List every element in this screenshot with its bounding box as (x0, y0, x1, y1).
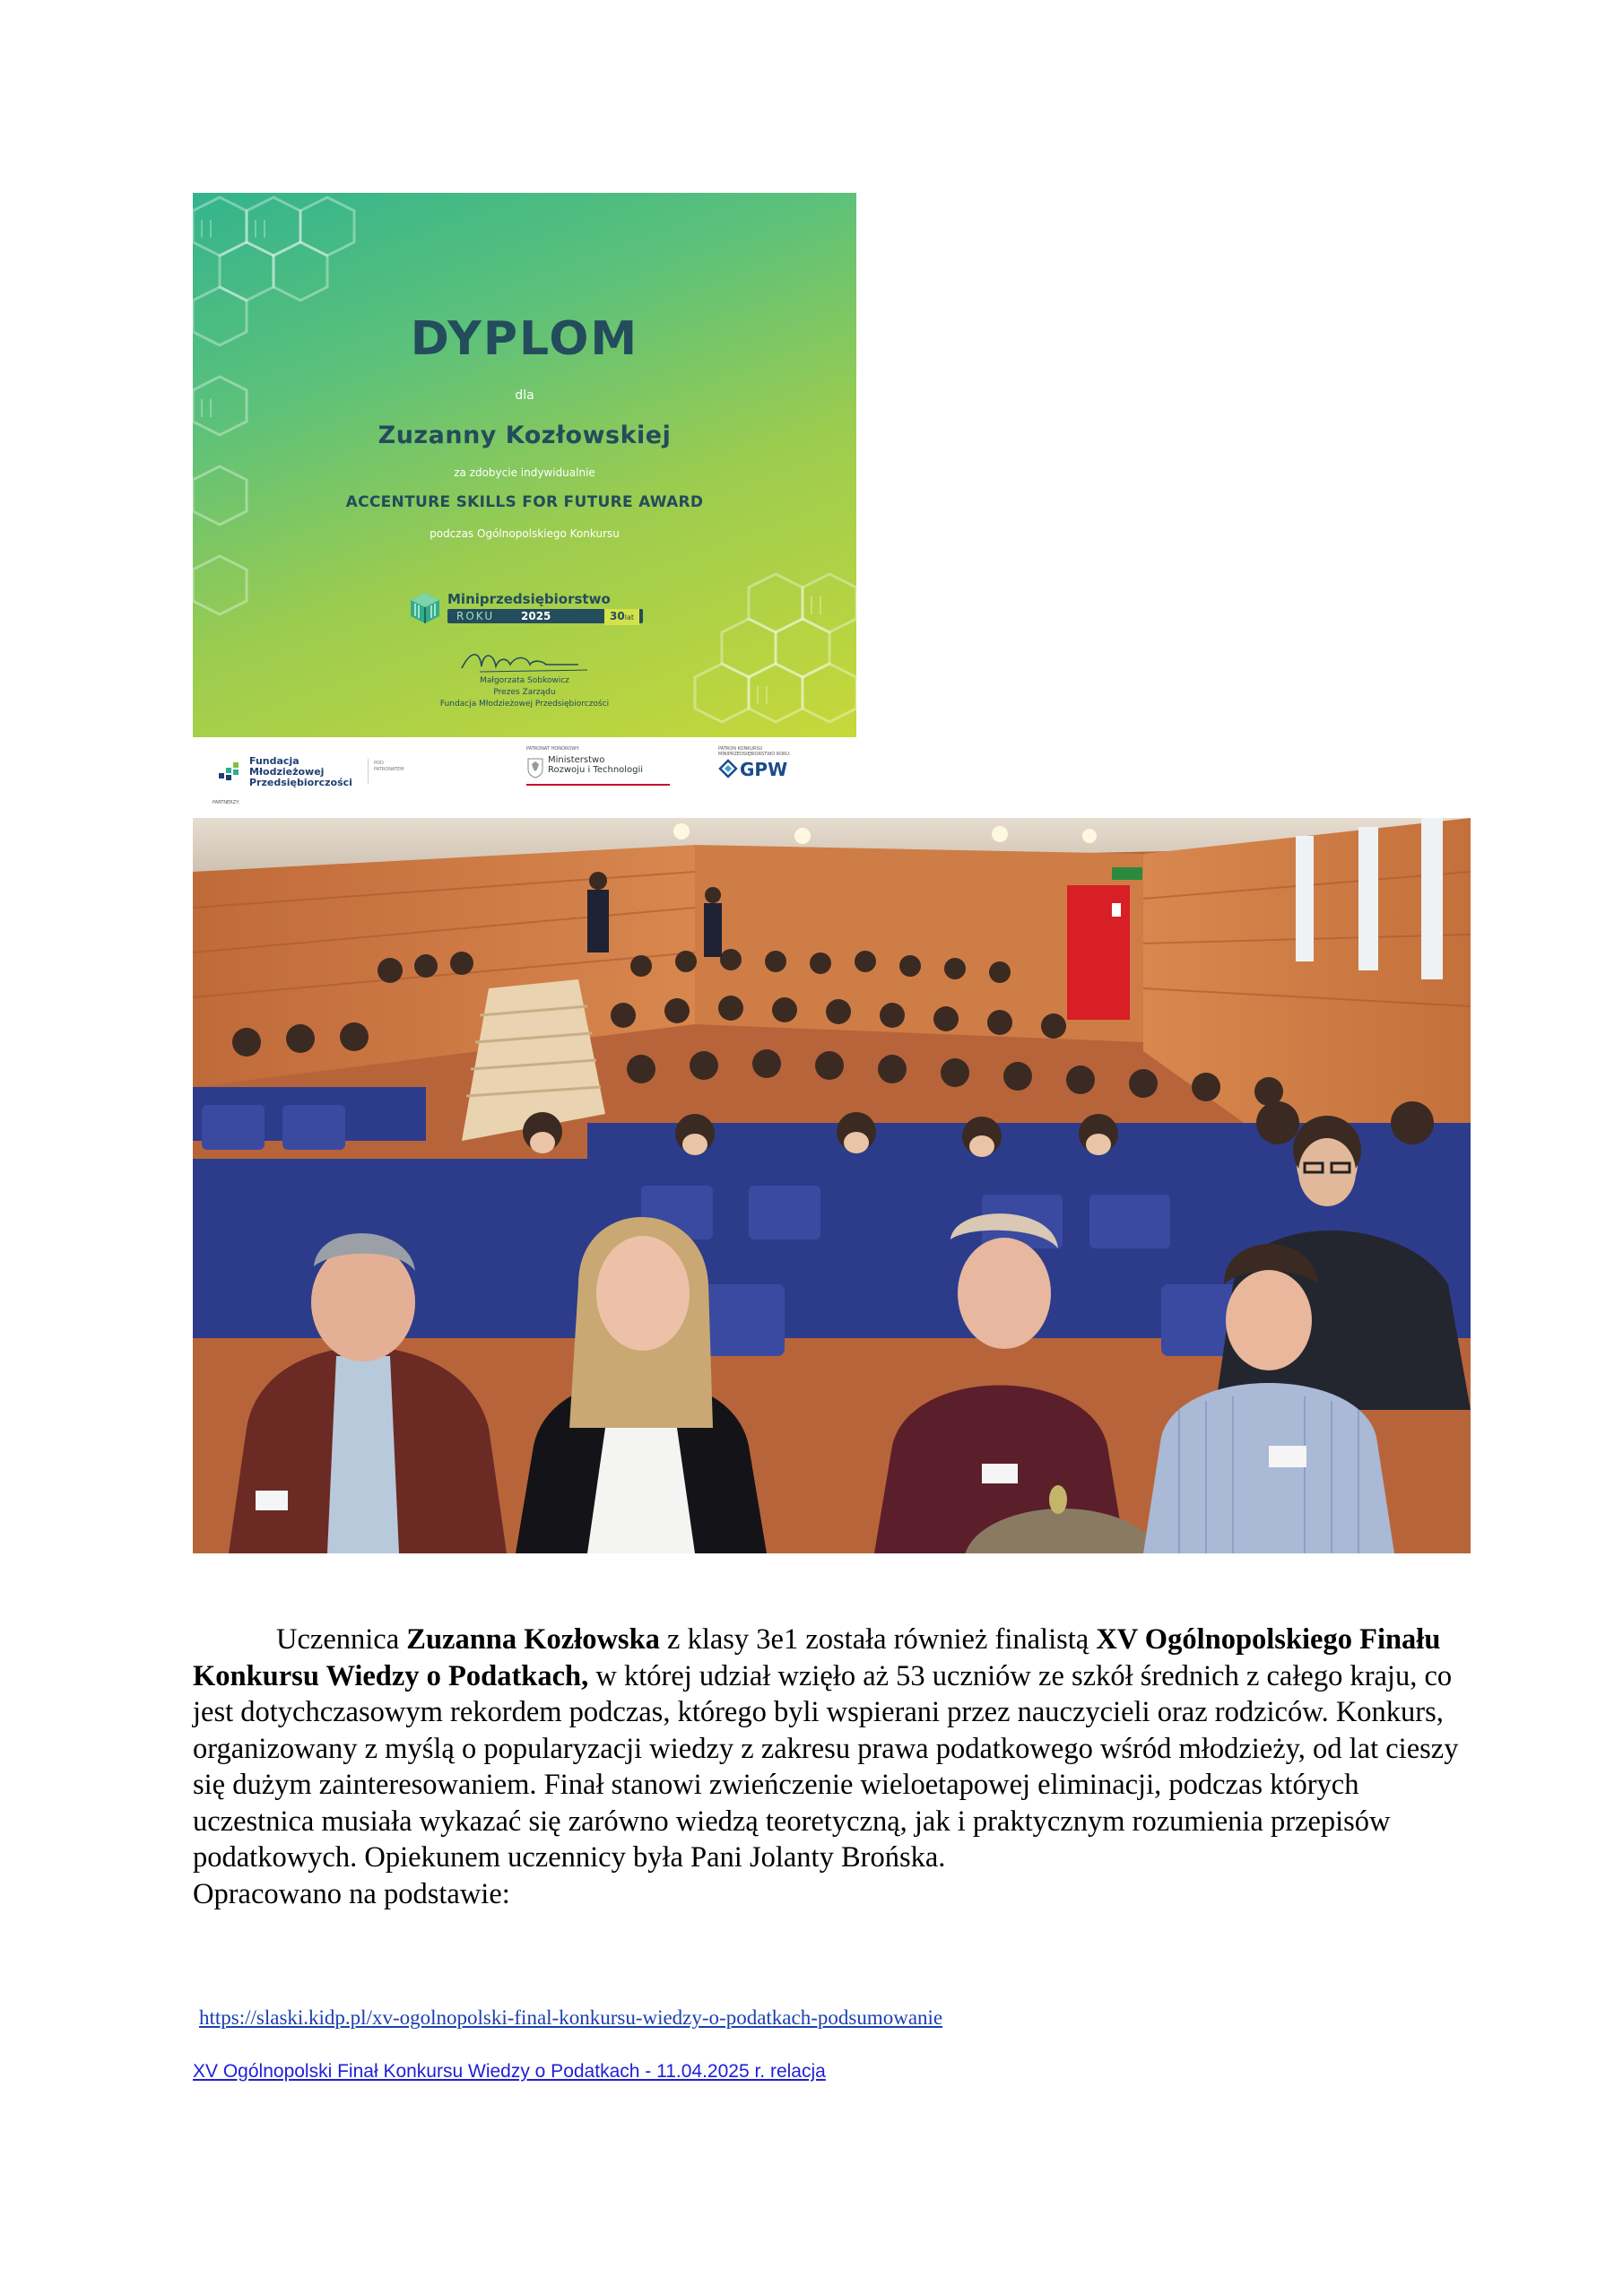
logo-bar (447, 609, 643, 623)
signer-name: Małgorzata Sobkowicz (480, 676, 569, 685)
logo-anniversary (604, 609, 639, 625)
class-text: z klasy 3e1 została również finalistą (659, 1623, 1097, 1656)
diploma-event: podczas Ogólnopolskiego Konkursu (430, 527, 620, 540)
diploma-for-label: dla (515, 388, 534, 403)
partners-caption: PARTNERZY: (213, 800, 240, 805)
source-link[interactable]: https://slaski.kidp.pl/xv-ogolnopolski-final-konkursu-wiedzy-o-podatkach-podsumowanie (199, 2006, 943, 2029)
foundation-line1: Fundacja (249, 755, 299, 767)
signer-org: Fundacja Młodzieżowej Przedsiębiorczości (439, 700, 610, 709)
diploma-signer (193, 675, 856, 710)
diploma-award: ACCENTURE SKILLS FOR FUTURE AWARD (345, 493, 704, 511)
diploma-image (193, 193, 856, 737)
article-paragraph (193, 1622, 1466, 1876)
logo-year: 2025 (521, 610, 551, 622)
partner-logos-strip (193, 737, 856, 811)
ministry-line1: Ministerstwo (548, 755, 605, 765)
logo-name: Miniprzedsiębiorstwo (447, 591, 611, 607)
ministry-red-line (526, 784, 670, 786)
student-name: Zuzanna Kozłowska (406, 1623, 660, 1656)
gpw-name: GPW (740, 759, 788, 780)
diploma-title: DYPLOM (410, 312, 639, 366)
ministry-logo (526, 746, 670, 793)
gpw-logo (718, 746, 817, 793)
description-text: w której udział wzięło aż 53 uczniów ze szkół średnich z całego kraju, co jest dotychczasowym rekordem podczas, którego byli wspierani przez nauczycieli oraz rodziców. Konkurs, organizowany z myślą o popularyzacji wiedzy z zakresu prawa podatkowego wśród młodzieży, od lat cieszy się dużym zainteresowaniem. Finał stanowi zwieńczenie wieloetapowej eliminacji, podczas których uczestnica musiała wykazać się zarówno wiedzą teoretyczną, jak i praktycznym rozumienia przepisów podatkowych. Opiekunem uczennicy była Pani Jolanty Brońska. (193, 1659, 1459, 1874)
gpw-mark-icon (718, 759, 738, 778)
miniprzedsiebiorstwo-logo (408, 589, 650, 627)
patron-caption: PATRONAT HONOROWY: (526, 746, 580, 752)
logo-anniversary-num: 30 (610, 610, 625, 622)
relation-link[interactable]: XV Ogólnopolski Finał Konkursu Wiedzy o Podatkach - 11.04.2025 r. relacja (193, 2061, 826, 2082)
event-name: XV Ogólnopolskiego Finału Konkursu Wiedzy o Podatkach, (193, 1623, 1441, 1692)
source-intro: Opracowano na podstawie: (193, 1877, 510, 1910)
eagle-emblem-icon (526, 757, 544, 778)
divider (368, 759, 369, 784)
foundation-mark-icon (217, 759, 244, 786)
gpw-caption: PATRON KONKURSU MINIPRZEDSIĘBIORSTWO ROKU: (718, 746, 791, 757)
signature-image (444, 641, 605, 677)
auditorium-photo-illustration (193, 818, 1471, 1553)
article-body (193, 1622, 1466, 1912)
auditorium-photo (193, 818, 1471, 1553)
diploma-reason: za zdobycie indywidualnie (454, 466, 595, 479)
ministry-line2: Rozwoju i Technologii (548, 765, 644, 775)
cube-logo-icon (408, 591, 442, 625)
intro-text: Uczennica (276, 1623, 407, 1656)
logo-anniversary-unit: lat (624, 613, 634, 622)
foundation-line3: Przedsiębiorczości (249, 777, 352, 788)
foundation-logo (217, 755, 414, 791)
diploma-recipient: Zuzanny Kozłowskiej (378, 422, 672, 449)
foundation-small-caption: POD PATRONATEM (374, 761, 404, 772)
foundation-line2: Młodzieżowej (249, 766, 325, 778)
foundation-name (249, 756, 352, 788)
signer-role: Prezes Zarządu (493, 688, 556, 697)
ministry-name (548, 755, 643, 775)
logo-roku: ROKU (456, 610, 495, 622)
